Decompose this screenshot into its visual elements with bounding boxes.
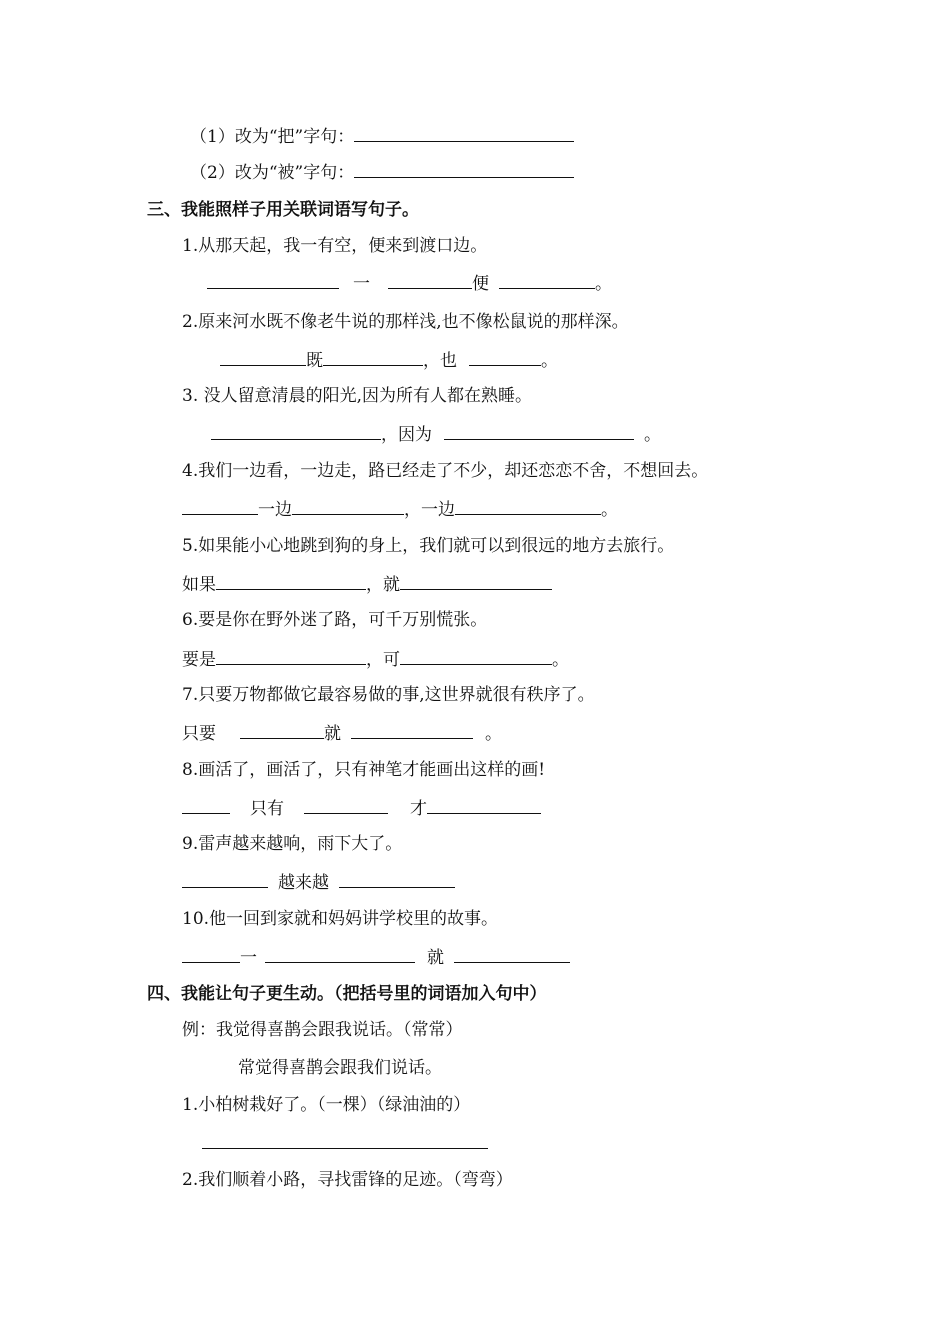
connective: 只要 [182,724,216,744]
connective: ，一边 [404,500,455,520]
connective: ，可 [366,650,400,670]
section4-heading: 四、我能让句子更生动。（把括号里的词语加入句中） [147,984,547,1004]
connective: 才 [410,799,427,819]
answer-blank[interactable] [211,421,381,440]
bei-label: （2）改为“被”字句： [190,163,355,183]
connective: ，也 [423,351,457,371]
answer-blank[interactable] [240,720,324,739]
connective: ，因为 [381,425,432,445]
connective: 只有 [250,799,284,819]
answer-blank[interactable] [216,571,366,590]
answer-blank[interactable] [265,944,415,963]
answer-blank[interactable] [292,496,404,515]
period: 。 [601,500,618,520]
answer-blank[interactable] [182,496,258,515]
s3-q9: 9.雷声越来越响，雨下大了。 [182,834,403,854]
s4-q1: 1.小柏树栽好了。（一棵）（绿油油的） [182,1095,471,1115]
bei-answer-blank[interactable] [354,159,574,178]
period: 。 [541,351,558,371]
answer-blank[interactable] [304,795,388,814]
s3-q3-answer-line [211,421,661,447]
s3-q6-answer-line [182,646,569,672]
s3-q9-answer-line [182,869,455,895]
period: 。 [644,425,661,445]
s4-q2: 2.我们顺着小路，寻找雷锋的足迹。（弯弯） [182,1170,513,1190]
answer-blank[interactable] [182,944,240,963]
s3-q10-answer-line [182,944,570,970]
s4-q1-answer-blank[interactable] [202,1148,488,1149]
answer-blank[interactable] [323,347,423,366]
s3-q7: 7.只要万物都做它最容易做的事,这世界就很有秩序了。 [182,685,595,705]
answer-blank[interactable] [207,270,339,289]
s3-q2-answer-line [220,347,558,373]
connective: 要是 [182,650,216,670]
answer-blank[interactable] [339,869,455,888]
answer-blank[interactable] [400,571,552,590]
s4-example-answer: 常觉得喜鹊会跟我们说话。 [238,1058,442,1078]
connective: 越来越 [278,873,329,893]
s3-q10: 10.他一回到家就和妈妈讲学校里的故事。 [182,909,499,929]
connective: 如果 [182,575,216,595]
s3-q8-answer-line [182,795,541,821]
answer-blank[interactable] [400,646,552,665]
answer-blank[interactable] [454,944,570,963]
answer-blank[interactable] [499,270,595,289]
connective: 便 [472,274,489,294]
answer-blank[interactable] [388,270,472,289]
ba-sentence-prompt [190,123,574,149]
s3-q3: 3. 没人留意清晨的阳光,因为所有人都在熟睡。 [182,386,533,406]
s3-q6: 6.要是你在野外迷了路，可千万别慌张。 [182,610,488,630]
answer-blank[interactable] [182,795,230,814]
connective: 一 [353,274,370,294]
s3-q5: 5.如果能小心地跳到狗的身上，我们就可以到很远的地方去旅行。 [182,536,675,556]
answer-blank[interactable] [469,347,541,366]
bei-sentence-prompt [190,159,574,185]
s3-q5-answer-line [182,571,552,597]
connective: 一 [240,948,257,968]
answer-blank[interactable] [444,421,634,440]
answer-blank[interactable] [220,347,306,366]
section3-heading: 三、我能照样子用关联词语写句子。 [147,200,419,220]
s3-q8: 8.画活了，画活了，只有神笔才能画出这样的画! [182,760,546,780]
s3-q1: 1.从那天起，我一有空，便来到渡口边。 [182,236,488,256]
s3-q1-answer-line [207,270,612,296]
answer-blank[interactable] [455,496,601,515]
connective: ，就 [366,575,400,595]
connective: 一边 [258,500,292,520]
s4-example: 例：我觉得喜鹊会跟我说话。（常常） [182,1020,463,1040]
answer-blank[interactable] [216,646,366,665]
s3-q4: 4.我们一边看，一边走，路已经走了不少，却还恋恋不舍，不想回去。 [182,461,709,481]
period: 。 [485,724,502,744]
ba-answer-blank[interactable] [354,123,574,142]
connective: 就 [324,724,341,744]
connective: 既 [306,351,323,371]
answer-blank[interactable] [351,720,473,739]
period: 。 [595,274,612,294]
s3-q7-answer-line [182,720,502,746]
period: 。 [552,650,569,670]
answer-blank[interactable] [182,869,268,888]
s3-q4-answer-line [182,496,618,522]
ba-label: （1）改为“把”字句： [190,127,355,147]
s3-q2: 2.原来河水既不像老牛说的那样浅,也不像松鼠说的那样深。 [182,312,629,332]
connective: 就 [427,948,444,968]
answer-blank[interactable] [427,795,541,814]
